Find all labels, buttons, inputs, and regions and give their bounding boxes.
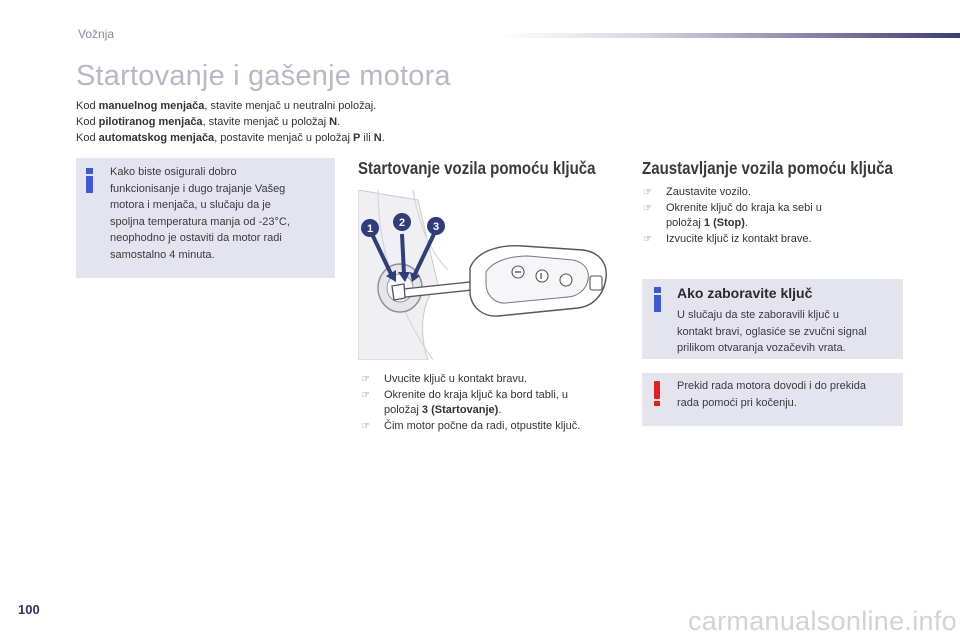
info-box-forgot-key — [642, 279, 903, 359]
intro-line-automatic: Kod automatskog menjača, postavite menjač u položaj P ili N. — [76, 132, 385, 144]
forgot-key-title: Ako zaboravite ključ — [677, 285, 813, 301]
list-item: ☞ Izvucite ključ iz kontakt brave. — [643, 232, 903, 248]
intro-line-piloted: Kod pilotiranog menjača, stavite menjač u položaj N. — [76, 116, 341, 128]
watermark: carmanualsonline.info — [688, 606, 957, 636]
intro-text — [76, 98, 385, 146]
intro-line-manual: Kod manuelnog menjača, stavite menjač u neutralni položaj. — [76, 100, 377, 112]
illustration-label-2: 2 — [398, 217, 406, 229]
stop-steps-list — [643, 185, 903, 247]
start-section-heading: Startovanje vozila pomoću ključa — [358, 158, 596, 178]
illustration-label-3: 3 — [432, 221, 440, 233]
info-icon — [86, 168, 94, 193]
info-icon — [654, 287, 662, 312]
ignition-key-icon — [358, 190, 615, 360]
list-item: ☞ Uvucite ključ u kontakt bravu. — [361, 372, 621, 388]
warning-box-braking — [642, 373, 903, 426]
illustration-label-1: 1 — [366, 223, 374, 235]
list-item: ☞ Zaustavite vozilo. — [643, 185, 903, 201]
forgot-key-text: U slučaju da ste zaboravili ključ u kontakt bravi, oglasiće se zvučni signal prilikom otvaranja vozačevih vrata. — [677, 309, 867, 354]
header-gradient-bar — [500, 33, 960, 38]
list-item: ☞ Okrenite do kraja ključ ka bord tabli, u položaj 3 (Startovanje). — [361, 388, 621, 419]
info-box-temperature — [76, 158, 335, 278]
list-item: ☞ Okrenite ključ do kraja ka sebi u položaj 1 (Stop). — [643, 201, 903, 232]
page-number: 100 — [18, 602, 40, 617]
stop-section-heading: Zaustavljanje vozila pomoću ključa — [642, 158, 893, 178]
warning-text: Prekid rada motora dovodi i do prekida rada pomoći pri kočenju. — [677, 380, 866, 409]
list-item: ☞ Čim motor počne da radi, otpustite ključ. — [361, 419, 621, 435]
start-steps-list — [361, 372, 621, 434]
page-title: Startovanje i gašenje motora — [76, 60, 451, 92]
info-box-text: Kako biste osigurali dobro funkcionisanje i dugo trajanje Vašeg motora i menjača, u slučaju da je spoljna temperatura manja od -23°C, neophodno je ostaviti da motor radi samostalno 4 minuta. — [110, 166, 290, 261]
section-label: Vožnja — [78, 27, 115, 41]
warning-icon — [654, 381, 661, 406]
